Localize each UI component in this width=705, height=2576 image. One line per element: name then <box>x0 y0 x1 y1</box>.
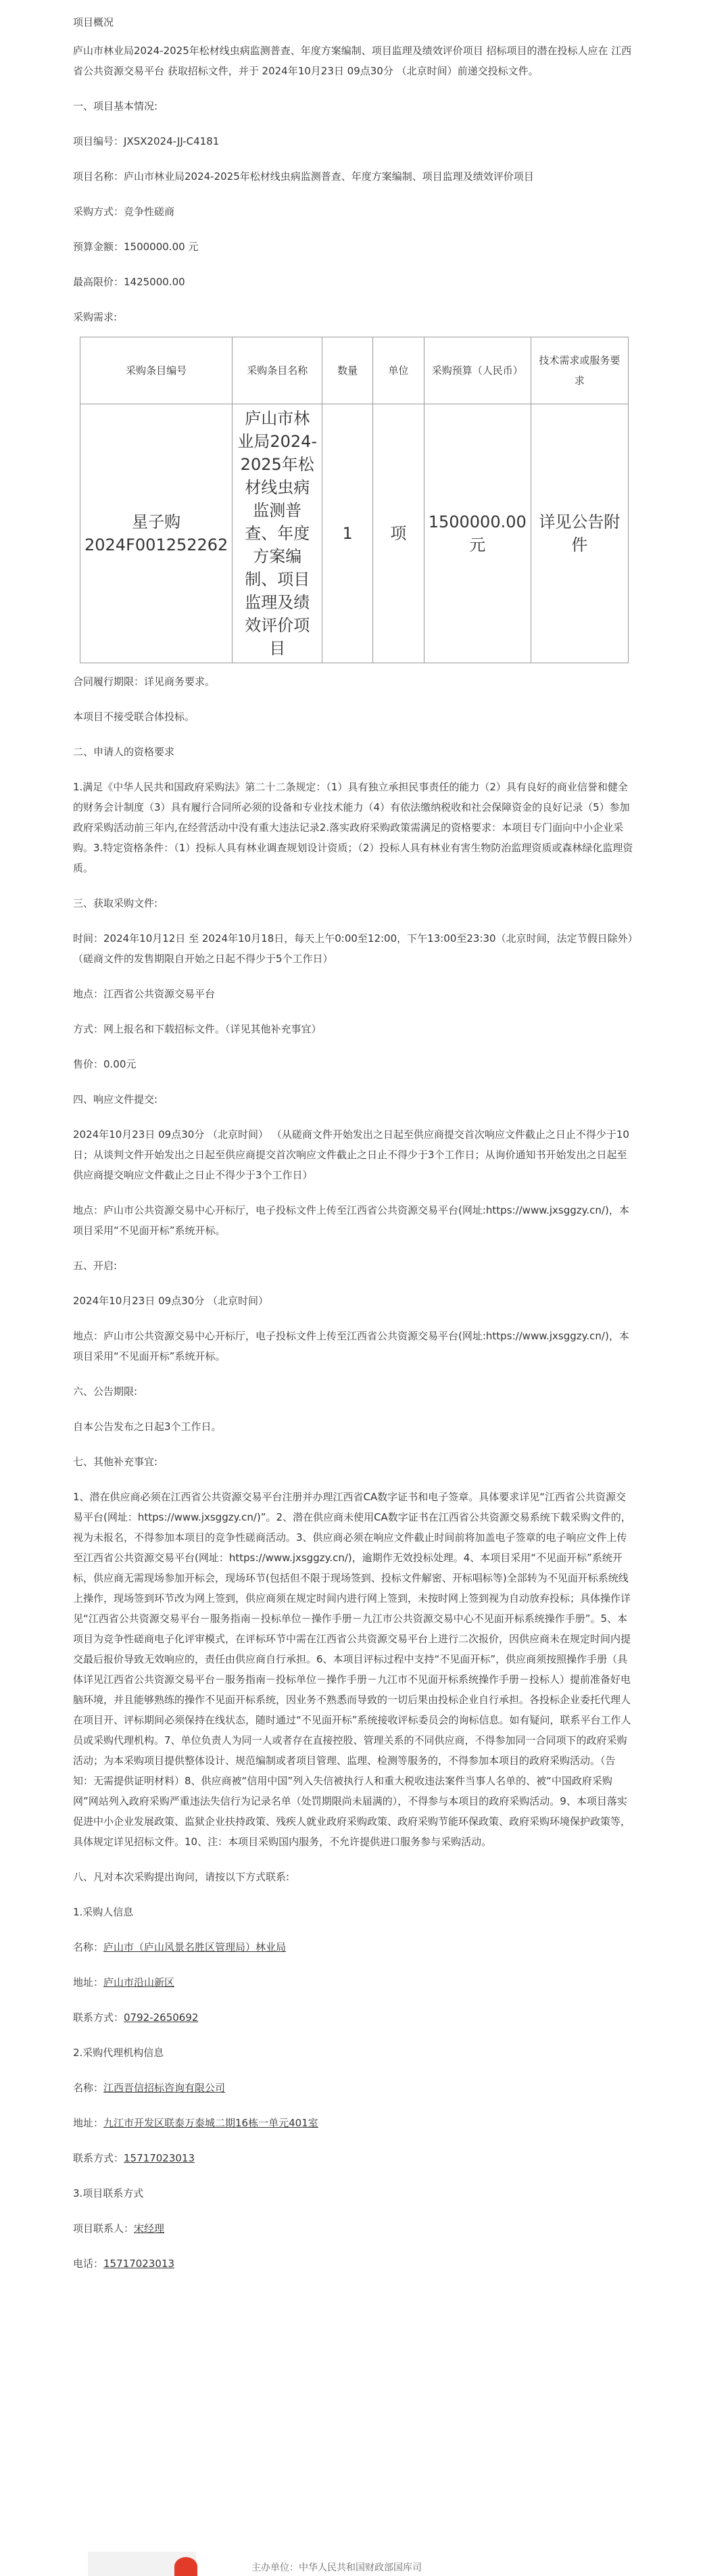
project-person: 宋经理 <box>134 2222 165 2235</box>
item-qty-cell: 1 <box>322 404 373 663</box>
obtain-method: 方式：网上报名和下载招标文件。（详见其他补充事宜） <box>73 1023 322 1035</box>
submit-time: 2024年10月23日 09点30分 （北京时间） （从磋商文件开始发出之日起至供应商提交首次响应文件截止之日止不得少于10日；从谈判文件开始发出之日起至供应商提交首次响应文件截止之日止不得少于3个工作日；从询价通知书开始发出之日起至供应商提交响应文件截止之日止不得少于3个工作日） <box>73 1128 629 1181</box>
agency-phone-label: 联系方式： <box>73 2152 124 2164</box>
obtain-place: 地点：江西省公共资源交易平台 <box>73 988 216 1000</box>
budget-amount: 预算金额：1500000.00 元 <box>73 241 199 253</box>
table-row <box>80 404 629 663</box>
project-person-label: 项目联系人： <box>73 2222 135 2235</box>
agency-address-label: 地址： <box>73 2117 104 2129</box>
demand-label: 采购需求: <box>73 311 118 323</box>
opening-time: 2024年10月23日 09点30分 （北京时间） <box>73 1295 269 1307</box>
opening-heading: 五、开启: <box>73 1260 118 1272</box>
contact-heading: 八、凡对本次采购提出询问，请按以下方式联系: <box>73 1871 290 1883</box>
period-heading: 六、公告期限: <box>73 1385 138 1398</box>
agency-address: 九江市开发区联泰万泰城二期16栋一单元401室 <box>103 2117 318 2129</box>
period-text: 自本公告发布之日起3个工作日。 <box>73 1421 222 1433</box>
other-text: 1、潜在供应商必须在江西省公共资源交易平台注册并办理江西省CA数字证书和电子签章。具体要求详见“江西省公共资源交易平台(网址：https://www.jxsggzy.cn/)”。2、潜在供应商未使用CA数字证书在江西省公共资源交易系统下载采购文件的，视为未报名，不得参加本项目的竞争性磋商活动。3、供应商必须在响应文件截止时间前将加盖电子签章的电子响应文件上传至江西省公共资源交易平台(网址：https://www.jxsggzy.cn/)，逾期作无效投标处理。4、本项目采用“不见面开标”系统开标，供应商无需现场参加开标会，现场环节(包括但不限于现场签到、投标文件解密、开标唱标等)全部转为不见面开标系统线上操作，现场签到环节改为网上签到，供应商须在规定时间内进行网上签到，未按时网上签到视为自动放弃投标；具体操作详见“江西省公共资源交易平台－服务指南－投标单位－操作手册－九江市公共资源交易中心不见面开标系统操作手册”。5、本项目为竞争性磋商电子化评审模式，在评标环节中需在江西省公共资源交易平台上进行二次报价，因供应商未在规定时间内提交最后报价导致无效响应的，责任由供应商自行承担。6、本项目评标过程中支持“不见面开标”，供应商须按照操作手册（具体详见江西省公共资源交易平台－服务指南－投标单位－操作手册－九江市不见面开标系统操作手册－投标人）提前准备好电脑环境，并且能够熟练的操作不见面开标系统，因业务不熟悉而导致的一切后果由投标企业自行承担。各投标企业委托代理人在项目开、评标期间必须保持在线状态，随时通过“不见面开标”系统接收评标委员会的询标信息。如有疑问，联系平台工作人员或采购代理机构。7、单位负责人为同一人或者存在直接控股、管理关系的不同供应商，不得参加同一合同项下的政府采购活动；为本采购项目提供整体设计、规范编制或者项目管理、监理、检测等服务的，不得参加本项目的政府采购活动。（告知：无需提供证明材料）8、供应商被“信用中国”列入失信被执行人和重大税收违法案件当事人名单的、被“中国政府采购网”网站列入政府采购严重违法失信行为记录名单（处罚期限尚未届满的），不得参与本项目的政府采购活动。9、本项目落实促进中小企业发展政策、监狱企业扶持政策、残疾人就业政府采购政策、政府采购节能环保政策、政府采购环境保护政策等，具体规定详见招标文件。10、注：本项目采购国内服务，不允许提供进口服务参与采购活动。 <box>73 1491 631 1848</box>
purchaser-address-line <box>73 1972 634 1993</box>
purchaser-heading: 1.采购人信息 <box>73 1906 134 1918</box>
item-unit-cell: 项 <box>373 404 424 663</box>
table-header-row <box>80 337 629 404</box>
item-budget-cell: 1500000.00元 <box>424 404 531 663</box>
overview-text: 庐山市林业局2024-2025年松材线虫病监测普查、年度方案编制、项目监理及绩效评价项目 招标项目的潜在投标人应在 江西省公共资源交易平台 获取招标文件，并于 2024年10月23日 09点30分 （北京时间）前递交投标文件。 <box>73 45 632 77</box>
announcement-content <box>73 12 634 2274</box>
project-phone-line <box>73 2253 634 2274</box>
qualification-heading: 二、申请人的资格要求 <box>73 746 175 758</box>
project-phone-label: 电话： <box>73 2258 104 2270</box>
other-heading: 七、其他补充事宜: <box>73 1456 158 1468</box>
agency-name-label: 名称： <box>73 2082 104 2094</box>
agency-name: 江西晋信招标咨询有限公司 <box>103 2082 226 2094</box>
max-price: 最高限价：1425000.00 <box>73 276 185 288</box>
table-header: 采购条目编号 <box>80 337 233 404</box>
footer-sponsor: 主办单位：中华人民共和国财政部国库司 <box>251 2562 422 2573</box>
consortium-note: 本项目不接受联合体投标。 <box>73 711 195 723</box>
obtain-price: 售价：0.00元 <box>73 1058 137 1070</box>
basic-info-heading: 一、项目基本情况: <box>73 100 158 112</box>
table-header: 单位 <box>373 337 424 404</box>
opening-place: 地点：庐山市公共资源交易中心开标厅，电子投标文件上传至江西省公共资源交易平台(网址:https://www.jxsggzy.cn/)，本项目采用“不见面开标”系统开标。 <box>73 1330 629 1362</box>
obtain-heading: 三、获取采购文件: <box>73 897 158 909</box>
submit-heading: 四、响应文件提交: <box>73 1093 158 1105</box>
submit-place: 地点：庐山市公共资源交易中心开标厅，电子投标文件上传至江西省公共资源交易平台(网址:https://www.jxsggzy.cn/)，本项目采用“不见面开标”系统开标。 <box>73 1204 629 1237</box>
agency-address-line <box>73 2113 634 2133</box>
national-emblem-icon <box>174 2557 197 2576</box>
purchaser-address: 庐山市沿山新区 <box>103 1976 175 1988</box>
contract-period: 合同履行期限：详见商务要求。 <box>73 675 216 688</box>
purchaser-phone-label: 联系方式： <box>73 2011 124 2024</box>
project-person-line <box>73 2218 634 2239</box>
obtain-time: 时间：2024年10月12日 至 2024年10月18日，每天上午0:00至12:00，下午13:00至23:30（北京时间，法定节假日除外）（磋商文件的发售期限自开始之日起不得少于5个工作日） <box>73 932 633 965</box>
agency-phone: 15717023013 <box>124 2152 195 2164</box>
purchaser-name-line <box>73 1937 634 1957</box>
procurement-table <box>80 337 629 663</box>
project-number: 项目编号：JXSX2024-JJ-C4181 <box>73 135 220 147</box>
project-phone: 15717023013 <box>103 2258 174 2270</box>
overview-heading: 项目概况 <box>73 16 114 28</box>
purchaser-name-label: 名称： <box>73 1941 104 1953</box>
item-requirement-cell: 详见公告附件 <box>531 404 628 663</box>
purchaser-phone-line <box>73 2007 634 2028</box>
table-header: 采购条目名称 <box>233 337 322 404</box>
item-name-cell: 庐山市林业局2024-2025年松材线虫病监测普查、年度方案编制、项目监理及绩效评价项目 <box>233 404 322 663</box>
table-header: 数量 <box>322 337 373 404</box>
purchaser-phone: 0792-2650692 <box>124 2011 199 2024</box>
table-header: 采购预算（人民币） <box>424 337 531 404</box>
table-header: 技术需求或服务要求 <box>531 337 628 404</box>
qualification-text: 1.满足《中华人民共和国政府采购法》第二十二条规定：（1）具有独立承担民事责任的能力（2）具有良好的商业信誉和健全的财务会计制度（3）具有履行合同所必须的设备和专业技术能力（4）有依法缴纳税收和社会保障资金的良好记录（5）参加政府采购活动前三年内,在经营活动中没有重大违法记录2.落实政府采购政策需满足的资格要求：本项目专门面向中小企业采购。3.特定资格条件：（1）投标人具有林业调查规划设计资质；（2）投标人具有林业有害生物防治监理资质或森林绿化监理资质。 <box>73 781 633 874</box>
item-id-cell: 星子购2024F001252262 <box>80 404 233 663</box>
project-contact-heading: 3.项目联系方式 <box>73 2187 144 2199</box>
purchaser-name: 庐山市（庐山风景名胜区管理局）林业局 <box>103 1941 287 1953</box>
project-name: 项目名称：庐山市林业局2024-2025年松材线虫病监测普查、年度方案编制、项目监理及绩效评价项目 <box>73 170 534 183</box>
agency-heading: 2.采购代理机构信息 <box>73 2047 164 2059</box>
site-footer <box>0 2534 705 2576</box>
procurement-method: 采购方式：竞争性磋商 <box>73 206 175 218</box>
agency-phone-line <box>73 2148 634 2168</box>
purchaser-address-label: 地址： <box>73 1976 104 1988</box>
agency-name-line <box>73 2078 634 2098</box>
